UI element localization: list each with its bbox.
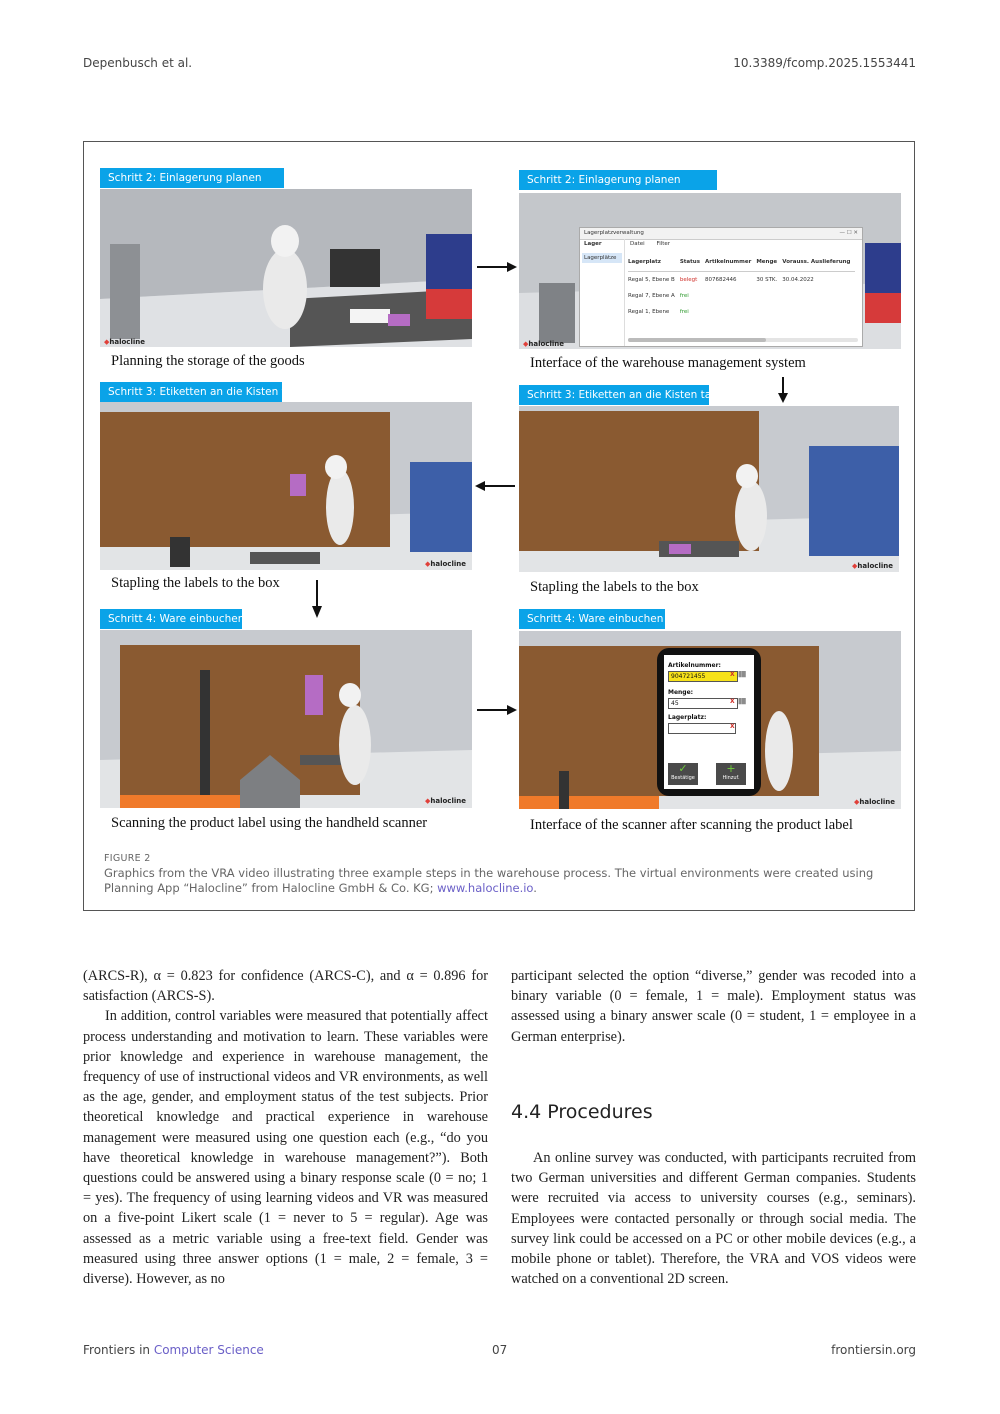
wms-side-item[interactable]: Lagerplätze (582, 253, 622, 263)
wms-cell: belegt (679, 277, 698, 283)
step-banner-4: Schritt 3: Etiketten an die Kisten tackern (519, 385, 709, 405)
wms-column-header[interactable]: Lagerplatz (628, 258, 680, 272)
confirm-button[interactable] (668, 763, 698, 785)
scene-stapling-right (519, 406, 899, 572)
halocline-logo: ◆ halocline (104, 338, 145, 346)
wms-menu-filter[interactable]: Filter (656, 241, 671, 247)
halocline-link[interactable]: www.halocline.io (437, 881, 534, 895)
article-label: Artikelnummer: (668, 662, 721, 669)
barcode-icon[interactable]: ||||||| (738, 698, 746, 705)
wms-title: Lagerplatzverwaltung (584, 230, 644, 236)
place-label: Lagerplatz: (668, 714, 707, 721)
footer-journal-prefix: Frontiers in (83, 1343, 154, 1357)
paragraph: participant selected the option “diverse,” gender was recoded into a binary variable (0 = female, 1 = male). Employment status was assessed using a binary answer scale (0 = student, 1 = employee in a German enterprise). (511, 968, 916, 1045)
wms-cell (705, 304, 756, 320)
wms-cell: Regal 5, Ebene B (628, 277, 675, 283)
table-row[interactable] (628, 288, 855, 304)
table-row[interactable] (628, 304, 855, 320)
barcode-icon[interactable]: ||||||| (738, 671, 746, 678)
halocline-logo: ◆ halocline (523, 340, 564, 348)
qty-label: Menge: (668, 689, 694, 696)
caption-panel-3: Stapling the labels to the box (111, 575, 280, 591)
step-banner-6: Schritt 4: Ware einbuchen (519, 609, 665, 629)
arrow-right-icon (475, 260, 519, 274)
scene-scanning-left (100, 630, 472, 808)
step-banner-2: Schritt 2: Einlagerung planen (519, 170, 717, 190)
figure-2 (83, 141, 915, 911)
wms-cell: frei (679, 293, 689, 299)
halocline-logo: ◆ halocline (854, 798, 895, 806)
caption-panel-6: Interface of the scanner after scanning the product label (530, 817, 853, 833)
step-banner-3: Schritt 3: Etiketten an die Kisten tackern (100, 382, 282, 402)
wms-cell (782, 288, 855, 304)
caption-panel-4: Stapling the labels to the box (530, 579, 699, 595)
footer-journal (83, 1343, 264, 1357)
wms-cell: Regal 1, Ebene (628, 309, 670, 315)
wms-cell: 30.04.2022 (782, 277, 814, 283)
handheld-scanner (657, 648, 761, 796)
clear-icon[interactable]: X (730, 698, 735, 705)
left-column (83, 966, 488, 1289)
wms-column-header[interactable]: Status (680, 258, 705, 272)
arrow-right-icon (475, 703, 519, 717)
running-header-doi: 10.3389/fcomp.2025.1553441 (733, 56, 916, 70)
wms-cell: frei (679, 309, 689, 315)
caption-panel-2: Interface of the warehouse management system (530, 355, 806, 371)
wms-cell: 30 STK. (756, 277, 778, 283)
step-banner-1: Schritt 2: Einlagerung planen (100, 168, 284, 188)
caption-panel-5: Scanning the product label using the handheld scanner (111, 815, 428, 831)
wms-cell (756, 304, 782, 320)
halocline-logo: ◆ halocline (852, 562, 893, 570)
paragraph: (ARCS-R), α = 0.823 for confidence (ARCS-C), and α = 0.896 for satisfaction (ARCS-S). (83, 968, 488, 1005)
scene-wms-interface (519, 193, 901, 349)
wms-menu-datei[interactable]: Datei (630, 241, 645, 247)
caption-end: . (533, 881, 537, 895)
scene-stapling-left (100, 402, 472, 570)
scene-scanner-interface (519, 631, 901, 809)
wms-cell (705, 288, 756, 304)
halocline-logo: ◆ halocline (425, 560, 466, 568)
step-banner-5: Schritt 4: Ware einbuchen (100, 609, 242, 629)
footer-site-link[interactable]: frontiersin.org (831, 1343, 916, 1357)
arrow-down-icon (776, 377, 790, 405)
section-heading: 4.4 Procedures (511, 1101, 653, 1123)
wms-cell: 807682446 (704, 277, 737, 283)
article-input[interactable]: 904721455 (668, 671, 738, 682)
caption-text: Graphics from the VRA video illustrating three example steps in the warehouse process. The virtual environments were created using Planning App “Halocline” from Halocline GmbH & Co. KG; (104, 866, 874, 895)
window-controls-icon[interactable]: — ☐ ✕ (839, 230, 858, 236)
qty-input[interactable]: 45 (668, 698, 738, 709)
wms-window (579, 227, 863, 347)
wms-cell: Regal 7, Ebene A (628, 293, 675, 299)
add-label: Hinzuf. (722, 775, 740, 781)
wms-cell (782, 304, 855, 320)
clear-icon[interactable]: X (730, 723, 735, 730)
place-input[interactable] (668, 723, 736, 734)
scene-planning-storage (100, 189, 472, 347)
check-icon: ✓ (678, 762, 688, 775)
wms-scrollbar[interactable] (628, 338, 858, 342)
plus-icon: + (726, 762, 736, 775)
wms-column-header[interactable]: Artikelnummer (705, 258, 756, 272)
clear-icon[interactable]: X (730, 671, 735, 678)
wms-column-header[interactable]: Vorauss. Auslieferung (782, 258, 855, 272)
add-button[interactable] (716, 763, 746, 785)
figure-caption (104, 866, 894, 896)
halocline-logo: ◆ halocline (425, 797, 466, 805)
footer-journal-name[interactable]: Computer Science (153, 1343, 264, 1357)
wms-table (628, 258, 855, 320)
right-column-top (511, 966, 916, 1047)
right-column-bottom (511, 1148, 916, 1289)
arrow-down-icon (310, 580, 324, 620)
wms-cell (756, 288, 782, 304)
table-row[interactable] (628, 272, 855, 289)
paragraph: In addition, control variables were measured that potentially affect process understanding and motivation to learn. These variables were prior knowledge and experience in warehouse management, the frequency of use of instructional videos and VR environments, as well as the age, gender, and employment status of the test subjects. Prior theoretical knowledge and practical experience in warehouse management were measured using one question each (e.g., “do you have theoretical knowledge in warehouse management?”). Both questions could be answered using a binary response scale (0 = no; 1 = yes). The frequency of using learning videos and VR was measured on a five-point Likert scale (1 = never to 5 = regular). Age was assessed as a metric variable using a free-text field. Gender was measured using three answer options (1 = male, 2 = female, 3 = diverse). However, as no (83, 1008, 488, 1288)
wms-tab-lager[interactable]: Lager (584, 241, 602, 247)
wms-menu (630, 241, 670, 247)
page-number: 07 (492, 1343, 508, 1357)
arrow-left-icon (473, 479, 517, 493)
confirm-label: Bestätige (671, 775, 695, 781)
paragraph: An online survey was conducted, with participants recruited from two German universities and different German companies. Students were recruited via access to university courses (e.g., seminars). Employees were contacted personally or through social media. The survey link could be accessed on a PC or other mobile devices (e.g., a mobile phone or tablet). Therefore, the VRA and VOS videos were watched on a conventional 2D screen. (511, 1150, 916, 1288)
figure-label: FIGURE 2 (104, 853, 151, 864)
running-header-authors: Depenbusch et al. (83, 56, 193, 70)
wms-column-header[interactable]: Menge (756, 258, 782, 272)
caption-panel-1: Planning the storage of the goods (111, 353, 305, 369)
